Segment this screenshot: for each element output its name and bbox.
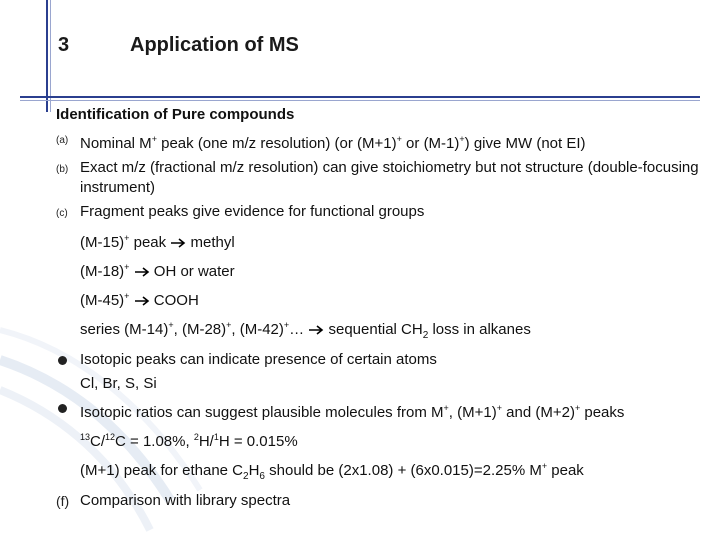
arrow-right-icon bbox=[134, 267, 150, 277]
fragment-label: OH or water bbox=[153, 263, 235, 280]
fragment-label: COOH bbox=[153, 292, 199, 309]
ethane-calculation-line: (M+1) peak for ethane $C_2H_6$ should be (2x1.08) + (6x0.015)=2.25% M+ peak bbox=[80, 461, 584, 482]
list-marker: (f) bbox=[56, 493, 70, 509]
list-item-text: Comparison with library spectra bbox=[80, 492, 291, 509]
slide-title: Application of MS bbox=[130, 34, 299, 56]
bullet-subtext: Cl, Br, S, Si bbox=[80, 375, 157, 392]
fragment-row-ch2-series: series (M-14)+, (M-28)+, (M-42)+… sequential $CH_2$ loss in alkanes bbox=[80, 320, 531, 341]
title-divider-line bbox=[20, 96, 700, 98]
list-marker: (c) bbox=[56, 208, 68, 219]
bullet-item-isotopic-peaks bbox=[56, 350, 706, 370]
list-item-c bbox=[56, 202, 706, 224]
list-item-text: Exact m/z (fractional m/z resolution) can give stoichiometry but not structure (double-focusing instrument) bbox=[80, 159, 699, 196]
bullet-text: Isotopic peaks can indicate presence of certain atoms bbox=[80, 351, 437, 368]
bullet-dot-icon bbox=[56, 350, 80, 370]
fragment-row-water: (M-18)+ OH or water bbox=[80, 262, 235, 280]
list-marker: (a) bbox=[56, 135, 69, 146]
section-heading: Identification of Pure compounds bbox=[56, 106, 295, 123]
list-item-a bbox=[56, 129, 706, 154]
fragment-label: methyl bbox=[190, 234, 235, 251]
bullet-text: Isotopic ratios can suggest plausible molecules from M+, (M+1)+ and (M+2)+ peaks bbox=[80, 403, 625, 421]
title-divider-thin-line bbox=[20, 100, 700, 101]
list-marker: (b) bbox=[56, 164, 69, 175]
bullet-item-isotopic-ratios bbox=[56, 398, 706, 423]
arrow-right-icon bbox=[170, 238, 186, 248]
list-item-b bbox=[56, 158, 706, 198]
list-item-text: Nominal M+ peak (one m/z resolution) (or (M+1)+ or (M-1)+) give MW (not EI) bbox=[80, 134, 586, 152]
bullet-dot-icon bbox=[56, 398, 80, 418]
list-item-f bbox=[56, 491, 706, 511]
slide-number: 3 bbox=[58, 34, 70, 56]
arrow-right-icon bbox=[134, 296, 150, 306]
arrow-right-icon bbox=[308, 325, 324, 335]
fragment-row-cooh: (M-45)+ COOH bbox=[80, 291, 199, 309]
slide-body bbox=[56, 105, 706, 515]
list-item-text: Fragment peaks give evidence for functional groups bbox=[80, 203, 425, 220]
fragment-row-methyl: (M-15)+ peak methyl bbox=[80, 233, 235, 251]
isotope-ratio-line: $^{13}$C/$^{12}$C = 1.08%, $^2$H/$^1$H = 0.015% bbox=[80, 432, 298, 450]
